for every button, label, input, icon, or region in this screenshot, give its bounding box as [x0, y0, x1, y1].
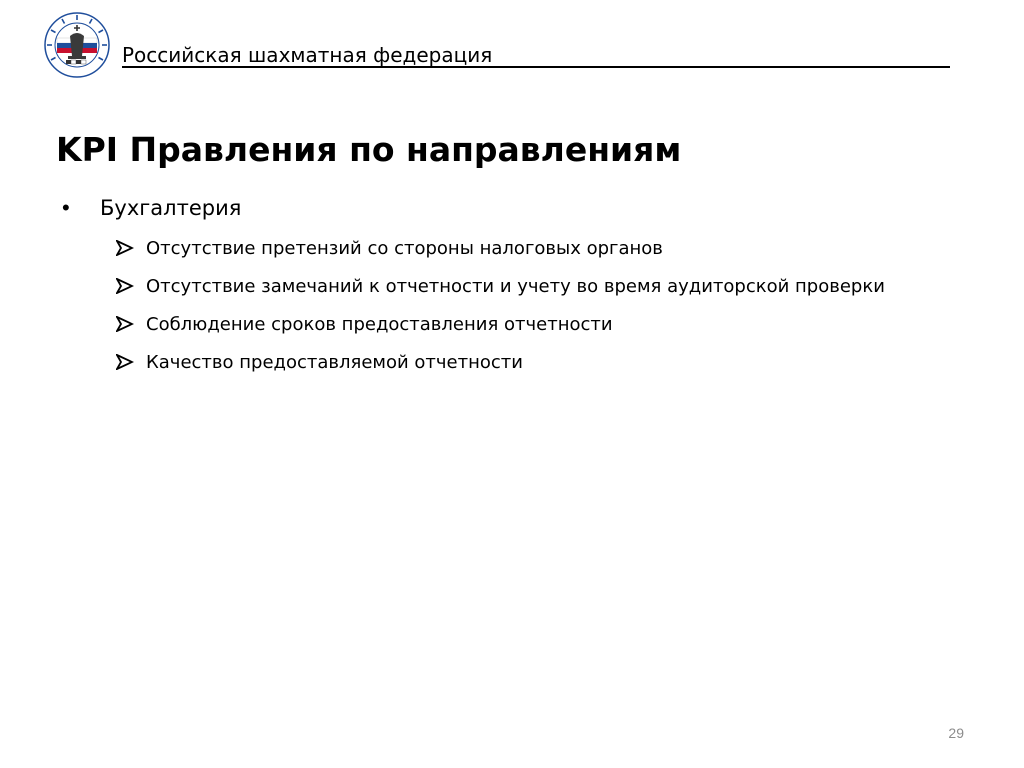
- kpi-item: [116, 310, 896, 340]
- kpi-item: [116, 234, 896, 264]
- chess-federation-emblem-icon: [44, 12, 110, 78]
- kpi-item-text: Соблюдение сроков предоставления отчетности: [146, 314, 613, 335]
- arrow-bullet-icon: [116, 310, 146, 340]
- page-number: 29: [948, 725, 964, 741]
- organization-title: Российская шахматная федерация: [122, 43, 493, 67]
- kpi-item: [116, 348, 896, 378]
- arrow-bullet-icon: [116, 348, 146, 378]
- header-divider: [122, 66, 950, 68]
- kpi-list: [116, 234, 896, 386]
- section-label: Бухгалтерия: [100, 196, 242, 220]
- slide-title: KPI Правления по направлениям: [56, 130, 682, 169]
- kpi-item-text: Качество предоставляемой отчетности: [146, 352, 523, 373]
- arrow-bullet-icon: [116, 234, 146, 264]
- kpi-item-text: Отсутствие замечаний к отчетности и учету во время аудиторской проверки: [146, 276, 885, 297]
- kpi-item-text: Отсутствие претензий со стороны налоговых органов: [146, 238, 663, 259]
- kpi-item: [116, 272, 896, 302]
- section-bullet: [62, 192, 241, 224]
- bullet-dot-icon: •: [62, 195, 70, 220]
- arrow-bullet-icon: [116, 272, 146, 302]
